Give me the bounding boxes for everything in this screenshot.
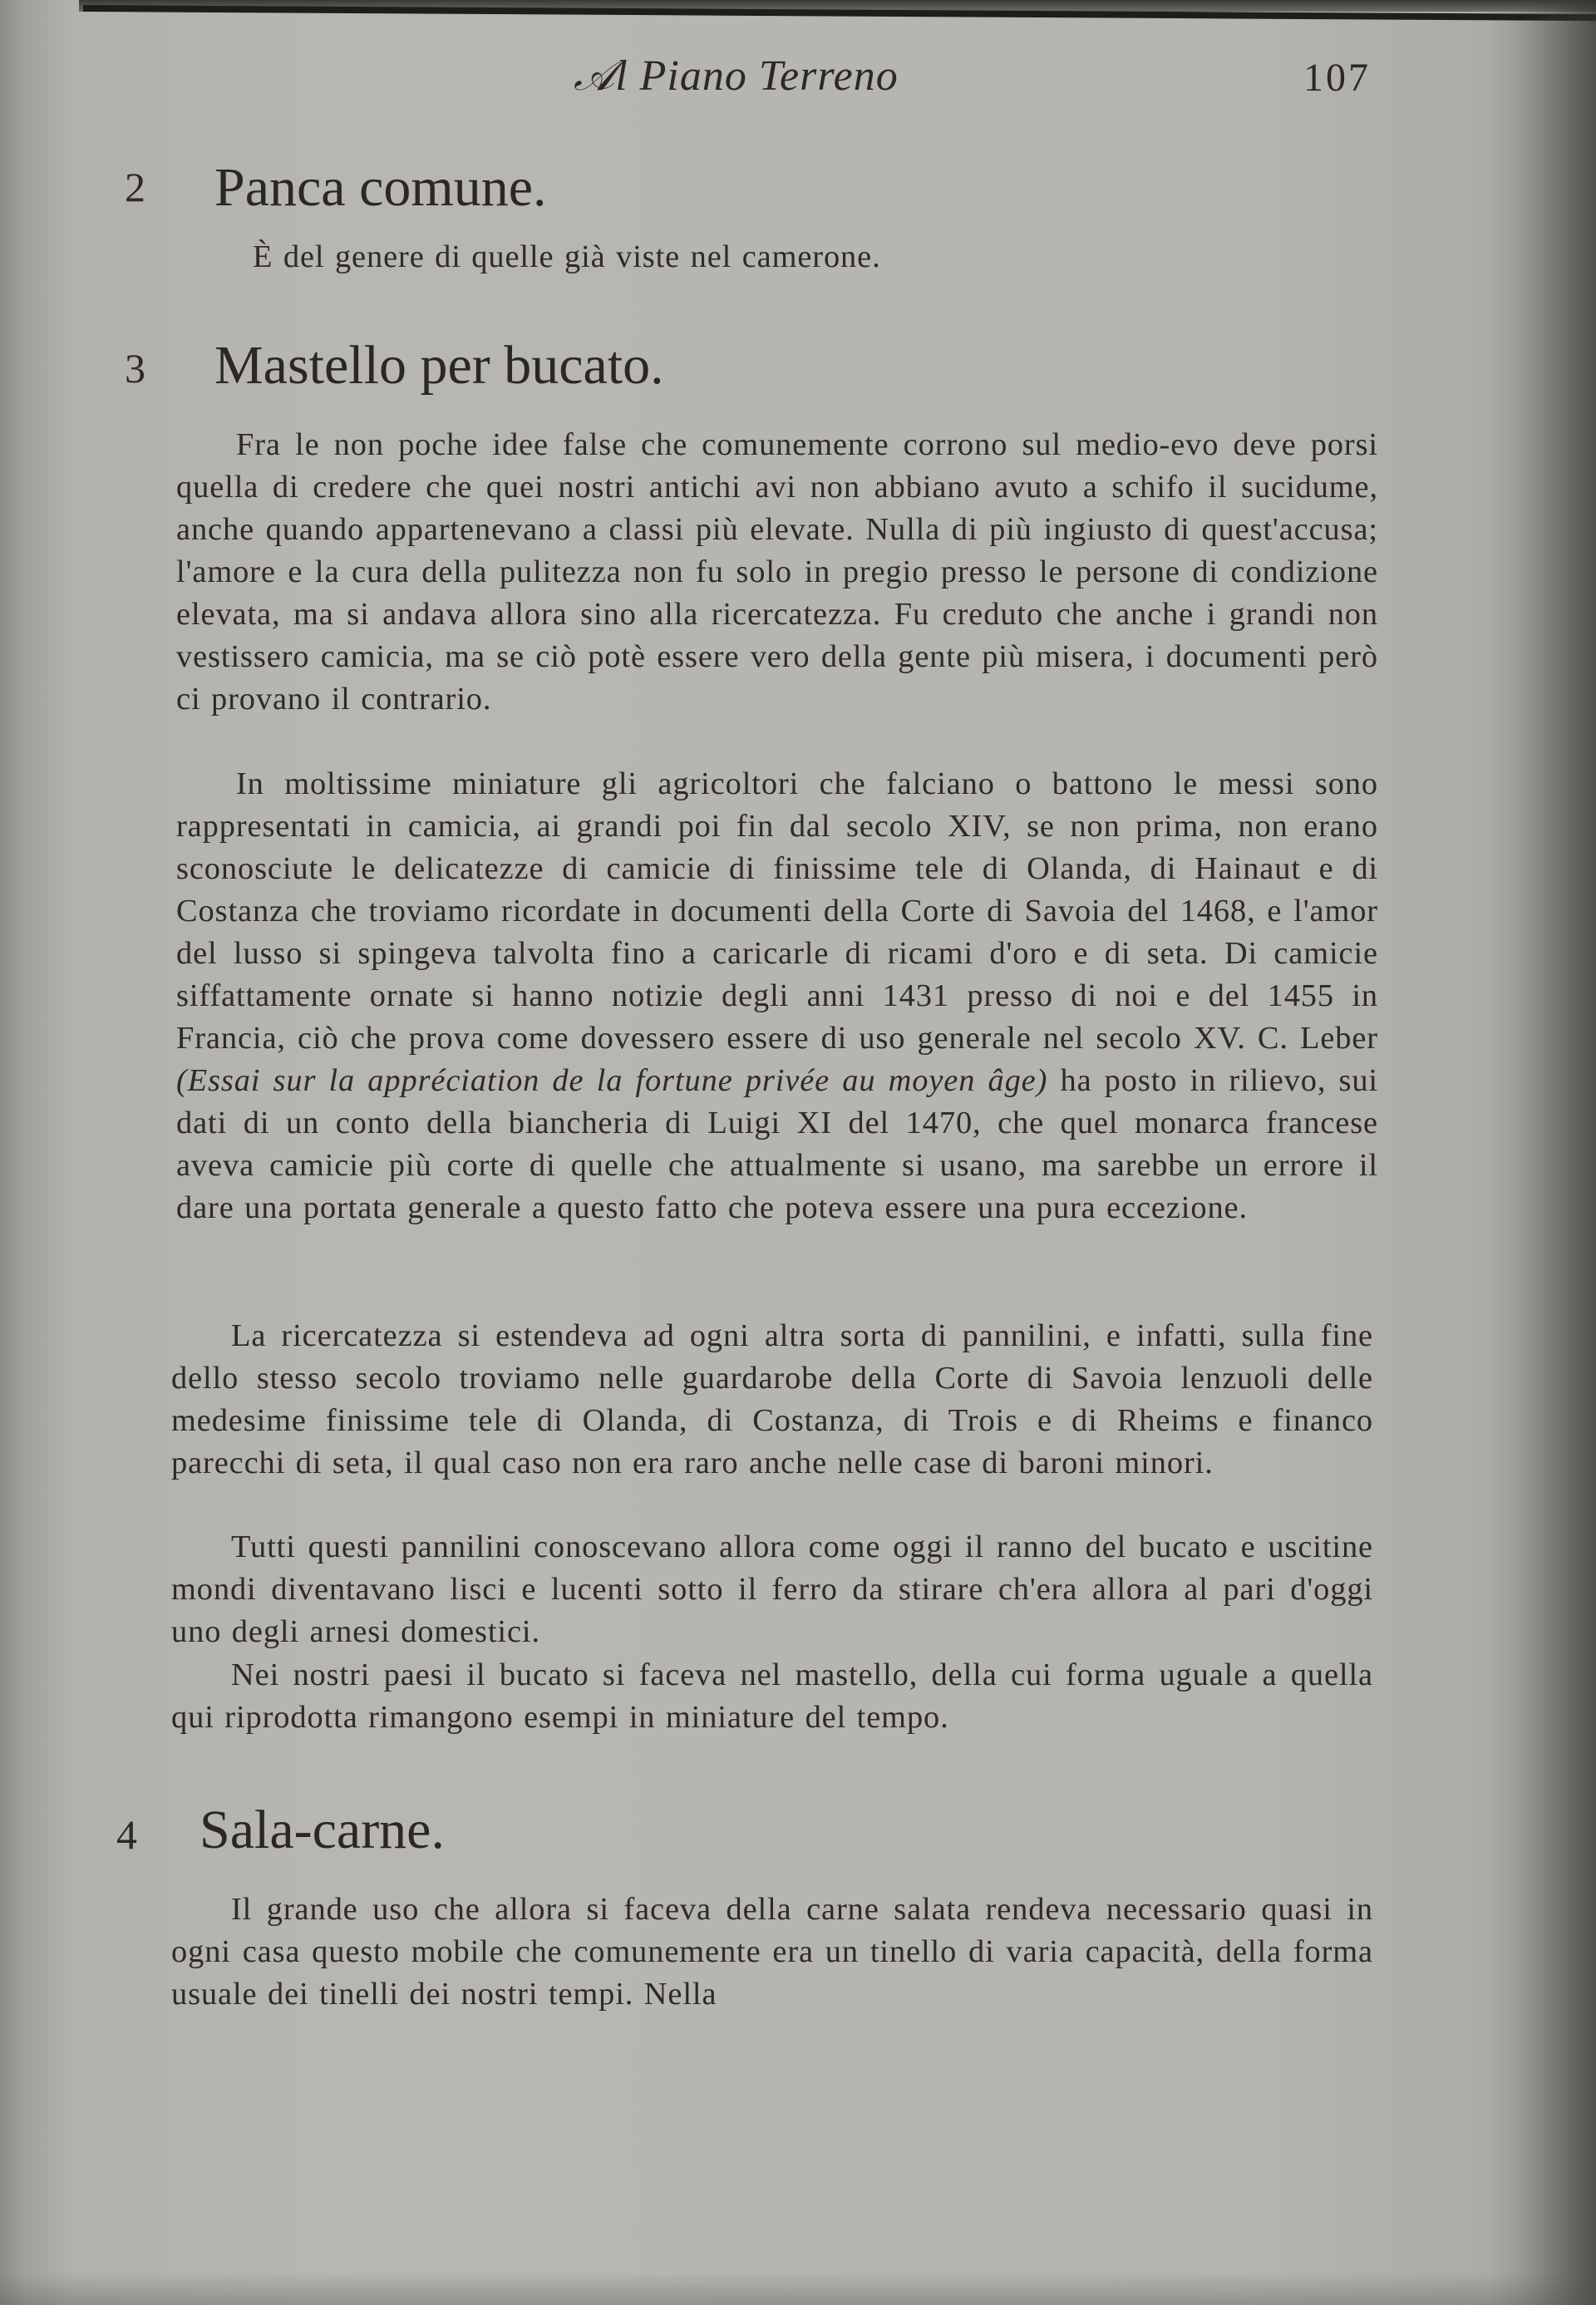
running-header <box>0 52 1596 110</box>
paragraph: Tutti questi pannilini conoscevano allora come oggi il ranno del bucato e uscitine mondi diventavano lisci e lucenti sotto il ferro da stirare ch'era allora al pari d'oggi uno degli arnesi domestici. <box>171 1529 1373 1649</box>
page-number: 107 <box>1303 56 1371 100</box>
section-title: Sala-carne. <box>200 1800 445 1860</box>
section-title: Panca comune. <box>214 157 547 218</box>
paragraph: Nei nostri paesi il bucato si faceva nel mastello, della cui forma uguale a quella qui riprodotta rimangono esempi in miniature del tempo. <box>171 1657 1373 1735</box>
paragraph-text: In moltissime miniature gli agricoltori che falciano o battono le messi sono rappresentati in camicia, ai grandi poi fin dal secolo XIV, se non prima, non erano sconosciute le delicatezze di camicie di finissime tele di Olanda, di Hainaut e di Costanza che troviamo ricordate in documenti della Corte di Savoia del 1468, e l'amor del lusso si spingeva talvolta fino a caricarle di ricami d'oro e di seta. Di camicie siffattamente ornate si hanno notizie degli anni 1431 presso di noi e del 1455 in Francia, ciò che prova come dovessero essere di uso generale nel secolo XV. C. Leber <box>176 766 1378 1056</box>
page-bottom-shadow <box>0 2272 1596 2305</box>
section-number: 2 <box>125 164 145 210</box>
paragraph: Fra le non poche idee false che comunemente corrono sul medio-evo deve porsi quella di credere che quei nostri antichi avi non abbiano avuto a schifo il sucidume, anche quando appartenevano a classi più elevate. Nulla di più ingiusto di quest'accusa; l'amore e la cura della pulitezza non fu solo in pregio presso le persone di condizione elevata, ma si andava allora sino alla ricercatezza. Fu creduto che anche i grandi non vestissero camicia, ma se ciò potè essere vero della gente più misera, i documenti però ci provano il contrario. <box>176 427 1378 717</box>
section-heading-2 <box>0 156 1596 231</box>
paragraph <box>176 763 1378 1229</box>
section-heading-3 <box>0 334 1596 409</box>
paragraph: È del genere di quelle già viste nel camerone. <box>253 239 881 274</box>
paragraph: La ricercatezza si estendeva ad ogni altra sorta di pannilini, e infatti, sulla fine dello stesso secolo troviamo nelle guardarobe della Corte di Savoia lenzuoli delle medesime finissime tele di Olanda, di Costanza, di Trois e di Rheims e financo parecchi di seta, il qual caso non era raro anche nelle case di baroni minori. <box>171 1318 1373 1480</box>
italic-citation: (Essai sur la appréciation de la fortune privée au moyen âge) <box>176 1063 1048 1098</box>
running-title: 𝒜l Piano Terreno <box>574 52 899 100</box>
section-heading-4 <box>0 1799 1596 1874</box>
section-number: 3 <box>125 345 145 392</box>
section-title: Mastello per bucato. <box>214 335 664 396</box>
paragraph-text: ha posto in rilievo, sui dati di un conto della biancheria di Luigi XI del 1470, che quel monarca francese aveva camicie più corte di quelle che attualmente si usano, ma sarebbe un errore il dare una portata generale a questo fatto che poteva essere una pura eccezione. <box>176 1063 1378 1225</box>
section-number: 4 <box>116 1811 137 1858</box>
paragraph: Il grande uso che allora si faceva della carne salata rendeva necessario quasi in ogni casa questo mobile che comunemente era un tinello di varia capacità, della forma usuale dei tinelli dei nostri tempi. Nella <box>171 1892 1373 2012</box>
